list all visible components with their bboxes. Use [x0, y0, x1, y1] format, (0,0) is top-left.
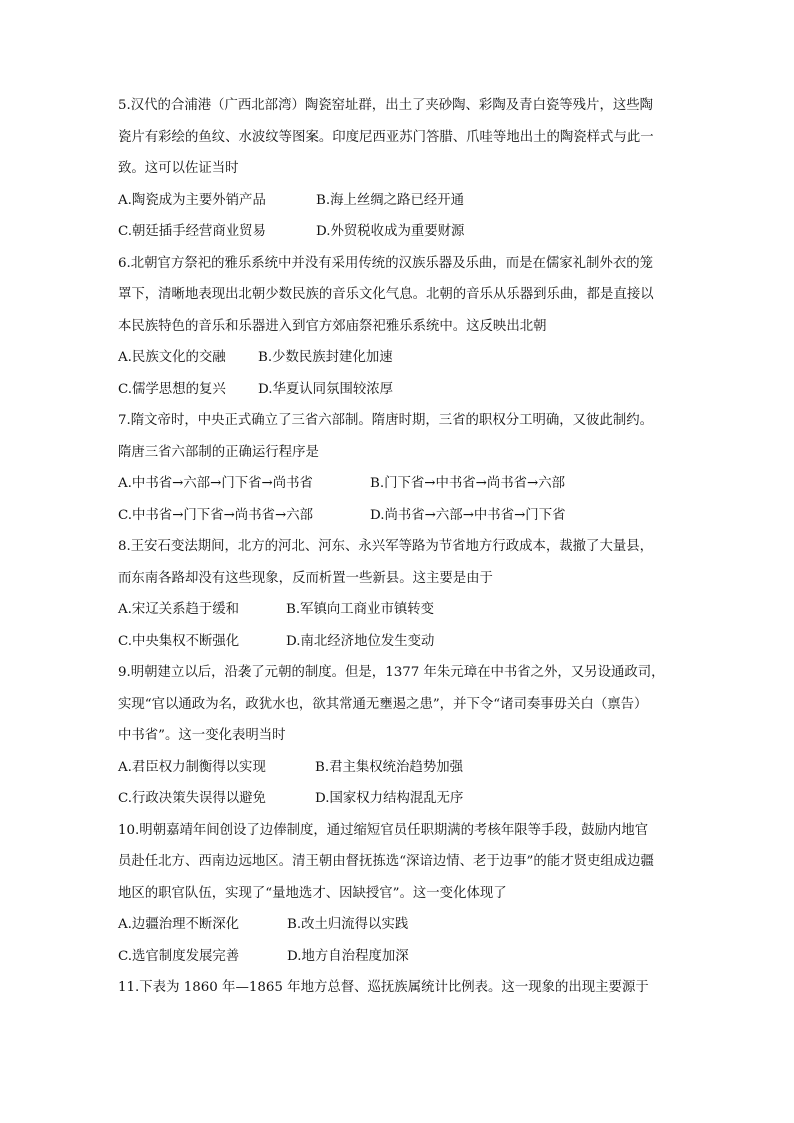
question-stem-line: 瓷片有彩绘的鱼纹、水波纹等图案。印度尼西亚苏门答腊、爪哇等地出土的陶瓷样式与此一 [118, 129, 654, 145]
answer-option: C.儒学思想的复兴 [118, 381, 226, 397]
answer-option: A.民族文化的交融 [118, 350, 226, 365]
option-row [118, 474, 683, 494]
answer-option: A.君臣权力制衡得以实现 [118, 759, 266, 775]
option-row [118, 506, 683, 526]
answer-option: C.中央集权不断强化 [118, 633, 240, 649]
option-row [118, 380, 683, 400]
question-stem-line: 8.王安石变法期间，北方的河北、河东、永兴军等路为节省地方行政成本，裁撤了大量县， [118, 539, 654, 554]
question-stem-line: 9.明朝建立以后，沿袭了元朝的制度。但是，1377 年朱元璋在中书省之外，又另设通政司， [118, 665, 665, 680]
option-row [118, 632, 683, 652]
answer-option: D.尚书省→六部→中书省→门下省 [370, 507, 566, 523]
answer-option: B.海上丝绸之路已经开通 [316, 192, 465, 208]
answer-option: B.改土归流得以实践 [287, 917, 409, 932]
question-stem-line: 10.明朝嘉靖年间创设了边俸制度，通过缩短官员任职期满的考核年限等手段，鼓励内地官 [118, 822, 649, 838]
question-q11 [118, 978, 683, 998]
question-stem-line: 7.隋文帝时，中央正式确立了三省六部制。隋唐时期，三省的职权分工明确，又彼此制约。 [118, 413, 654, 428]
question-stem-line: 而东南各路却没有这些现象，反而析置一些新县。这主要是由于 [118, 570, 493, 586]
question-stem-line: 6.北朝官方祭祀的雅乐系统中并没有采用传统的汉族乐器及乐曲，而是在儒家礼制外衣的笼 [118, 255, 654, 271]
answer-option: C.选官制度发展完善 [118, 948, 240, 964]
exam-page [118, 96, 683, 1010]
question-stem-line: 地区的职官队伍，实现了“量地选才、因缺授官”。这一变化体现了 [118, 885, 507, 901]
answer-option: B.军镇向工商业市镇转变 [286, 602, 435, 617]
question-stem-line: 致。这可以佐证当时 [118, 161, 239, 176]
option-row [118, 600, 683, 620]
option-row [118, 191, 683, 211]
question-stem-line: 隋唐三省六部制的正确运行程序是 [118, 444, 319, 460]
answer-option: C.朝廷插手经营商业贸易 [118, 224, 266, 239]
answer-option: D.国家权力结构混乱无序 [315, 791, 464, 806]
option-row [118, 222, 683, 242]
question-q9 [118, 663, 683, 809]
answer-option: A.宋辽关系趋于缓和 [118, 602, 240, 617]
question-q6 [118, 254, 683, 400]
question-q5 [118, 96, 683, 242]
question-stem-line: 罩下，清晰地表现出北朝少数民族的音乐文化气息。北朝的音乐从乐器到乐曲，都是直接以 [118, 287, 654, 302]
question-stem-line: 11.下表为 1860 年—1865 年地方总督、巡抚族属统计比例表。这一现象的出现主要源于 [118, 980, 649, 995]
question-q7 [118, 411, 683, 526]
answer-option: D.外贸税收成为重要财源 [316, 224, 465, 239]
question-q8 [118, 537, 683, 652]
question-stem-line: 中书省”。这一变化表明当时 [118, 728, 286, 743]
answer-option: D.南北经济地位发生变动 [286, 633, 435, 649]
option-row [118, 915, 683, 935]
answer-option: B.少数民族封建化加速 [258, 350, 393, 365]
answer-option: A.陶瓷成为主要外销产品 [118, 192, 266, 208]
option-row [118, 789, 683, 809]
answer-option: D.地方自治程度加深 [287, 948, 409, 964]
answer-option: D.华夏认同氛围较浓厚 [258, 381, 394, 397]
answer-option: C.中书省→门下省→尚书省→六部 [118, 507, 313, 523]
question-q10 [118, 821, 683, 967]
question-stem-line: 员赴任北方、西南边远地区。清王朝由督抚拣选“深谙边情、老于边事”的能才贤吏组成边疆 [118, 854, 654, 869]
option-row [118, 758, 683, 778]
answer-option: B.君主集权统治趋势加强 [315, 759, 464, 775]
answer-option: A.中书省→六部→门下省→尚书省 [118, 476, 313, 491]
question-stem-line: 本民族特色的音乐和乐器进入到官方郊庙祭祀雅乐系统中。这反映出北朝 [118, 318, 547, 334]
answer-option: A.边疆治理不断深化 [118, 917, 240, 932]
question-stem-line: 5.汉代的合浦港（广西北部湾）陶瓷窑址群，出土了夹砂陶、彩陶及青白瓷等残片，这些陶 [118, 98, 654, 113]
answer-option: C.行政决策失误得以避免 [118, 791, 266, 806]
option-row [118, 947, 683, 967]
answer-option: B.门下省→中书省→尚书省→六部 [370, 476, 566, 491]
question-stem-line: 实现“官以通政为名，政犹水也，欲其常通无壅遏之患”，并下令“诸司奏事毋关白（禀告） [118, 696, 648, 712]
option-row [118, 348, 683, 368]
